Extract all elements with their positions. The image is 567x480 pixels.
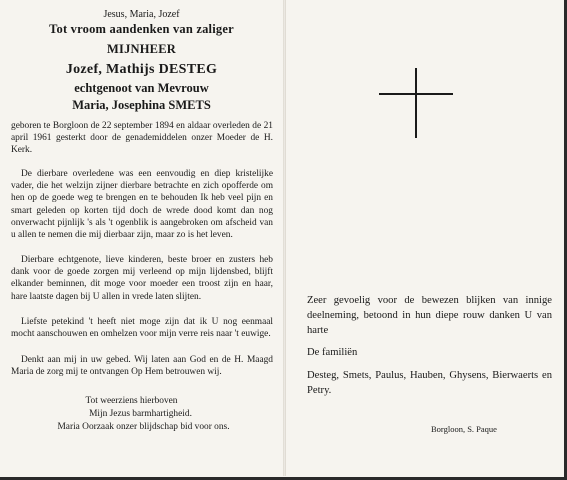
right-panel bbox=[286, 0, 564, 476]
thanks-text: Zeer gevoelig voor de bewezen blijken van innige deelneming, betoond in hun diepe rouw danken U van harte bbox=[307, 295, 552, 336]
intro-text: geboren te Borgloon de 22 september 1894 en aldaar overleden de 21 april 1961 gesterkt door de genademiddelen onzer Moeder de H. Kerk. bbox=[11, 121, 273, 156]
families-list: Desteg, Smets, Paulus, Hauben, Ghysens, Bierwaerts en Petry. bbox=[307, 370, 552, 396]
paragraph-1: De dierbare overledene was een eenvoudig en diep kristelijke vader, die het welzijn zijner dierbare betrachte en zich opofferde om hen op de goede weg te brengen en te behouden Ik heb veel pijn en smart geleden op korten tijd doch de wrede dood komt dan nog onverwacht pijnlijk 's als 't ogenblik is aangebroken om afscheid van u allen te nemen die mij dierbaar zijn, maar zo is het leven. bbox=[11, 169, 273, 241]
honorific: MIJNHEER bbox=[107, 42, 176, 56]
paragraph-2: Dierbare echtgenote, lieve kinderen, beste broer en zusters heb dank voor de goede zorgen mij verleend op mijn lijdensbed, blijft elkander beminnen, dit moge voor moeder een troost zijn en haar, hare laatste dagen bij U allen in vrede laten slijten. bbox=[11, 255, 273, 302]
spouse-name: Maria, Josephina SMETS bbox=[72, 98, 211, 112]
paragraph-3: Liefste petekind 't heeft niet moge zijn dat ik U nog eenmaal mocht aanschouwen en omhelzen voor mijn verre reis naar 't euwige. bbox=[11, 317, 273, 340]
cross-icon bbox=[415, 68, 417, 138]
spouse-line: echtgenoot van Mevrouw bbox=[74, 81, 209, 95]
paragraph-4: Denkt aan mij in uw gebed. Wij laten aan God en de H. Maagd Maria de zorg mij te ontvangen Op Hem betrouwen wij. bbox=[11, 355, 273, 378]
memory-line: Tot vroom aandenken van zaliger bbox=[49, 22, 234, 36]
printer-credit: Borgloon, S. Paque bbox=[431, 424, 497, 434]
left-panel bbox=[0, 0, 283, 476]
closing-1: Tot weerziens hierboven bbox=[85, 396, 178, 406]
cross-icon-bar bbox=[379, 93, 453, 95]
closing-3: Maria Oorzaak onzer blijdschap bid voor ons. bbox=[57, 422, 230, 432]
invocation: Jesus, Maria, Jozef bbox=[103, 9, 180, 20]
deceased-name: Jozef, Mathijs DESTEG bbox=[65, 62, 218, 77]
families-label: De familiën bbox=[307, 347, 358, 358]
closing-2: Mijn Jezus barmhartigheid. bbox=[89, 409, 192, 419]
